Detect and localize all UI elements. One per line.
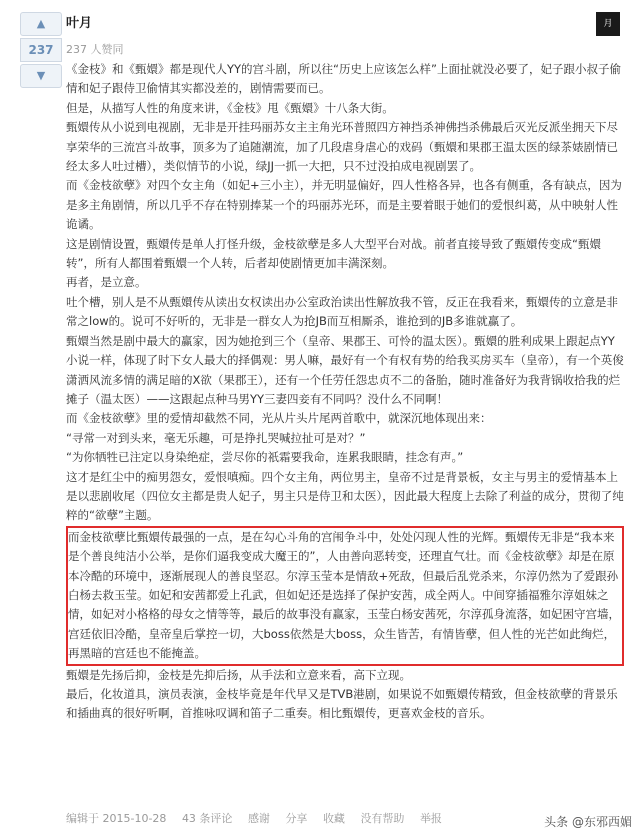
paragraph: 这才是红尘中的痴男怨女，爱恨嗔痴。四个女主角，两位男主，皇帝不过是背景板，女主与男主的爱情基本上是以悲剧收尾（四位女主都是贵人妃子，男主只是侍卫和太医），因此最大程度上去除了利益的成分，贯彻了纯粹的“欲孽”主题。 <box>66 469 624 523</box>
paragraph: 这是剧情设置，甄嬛传是单人打怪升级，金枝欲孽是多人大型平台对战。前者直接导致了甄嬛传变成“甄嬛转”，所有人都围着甄嬛一个人转，后者却使剧情更加丰满深刻。 <box>66 236 601 271</box>
share-link[interactable]: 分享 <box>285 812 308 825</box>
paragraph: 甄嬛传从小说到电视剧，无非是开挂玛丽苏女主主角光环普照四方神挡杀神佛挡杀佛最后灭光反派坐拥天下尽享荣华的三流宫斗故事，顶多为了追随潮流，加了几段虐身虐心的戏码（甄嬛和果郡王温太医的绿茶婊剧情已经太多人吐过槽），类似情节的小说，绿JJ一抓一大把，只不过没拍成电视剧罢了。 <box>66 120 618 174</box>
paragraph: 甄嬛当然是剧中最大的赢家，因为她抢到三个（皇帝、果郡王、可怜的温太医）。甄嬛的胜利成果上跟起点YY小说一样，体现了时下女人最大的择偶观：男人嘛，最好有一个有权有势的给我买房买车（皇帝），有一个英俊潇洒风流多情的满足暗的X欲（果郡王），还有一个任劳任怨忠贞不二的备胎，随时准备好为我背锅收拾我的烂摊子（温太医）——这跟起点种马男YY三妻四妾有不同吗？没什么不同啊！ <box>66 333 624 406</box>
paragraph: 《金枝》和《甄嬛》都是现代人YY的宫斗剧，所以往“历史上应该怎么样”上面扯就没必要了，妃子跟小叔子偷情和妃子跟侍卫偷情其实都没差的，剧情需要而已。 <box>66 62 621 96</box>
paragraph: 最后，化妆道具，演员表演，金枝毕竟是年代早又是TVB港剧，如果说不如甄嬛传精致，但金枝欲孽的背景乐和插曲真的很好听啊，首推咏叹调和笛子二重奏。相比甄嬛传，更喜欢金枝的音乐。 <box>66 687 618 721</box>
edit-date[interactable]: 编辑于 2015-10-28 <box>66 812 167 825</box>
paragraph: 而《金枝欲孽》里的爱情却截然不同，光从片头片尾两首歌中，就深沉地体现出来： <box>66 411 492 426</box>
paragraph: 再者，是立意。 <box>66 275 147 290</box>
paragraph: 而《金枝欲孽》对四个女主角（如妃+三小主），并无明显偏好，四人性格各异，也各有侧重，各有缺点，因为是多主角剧情，所以几乎不存在特别捧某一个的玛丽苏光环，而是主要着眼于她们的爱恨纠葛，从中映射人性诡谲。 <box>66 178 622 232</box>
watermark: 头条 @东邪西媚 <box>544 815 632 829</box>
upvote-button[interactable]: ▲ <box>20 12 62 36</box>
quote: “为你牺牲已注定以身染绝症，尝尽你的祇霜要我命，连累我眼睛，挂念有声。” <box>66 450 464 465</box>
vote-summary: 237 人赞同 <box>66 43 124 56</box>
vote-count: 237 <box>20 38 62 62</box>
answer-body <box>66 60 624 724</box>
avatar[interactable]: 月 <box>596 12 620 36</box>
comments-link[interactable]: 43 条评论 <box>181 812 233 825</box>
paragraph: 吐个槽，别人是不从甄嬛传从读出女权读出办公室政治读出性解放我不管，反正在我看来，甄嬛传的立意是非常之low的。说可不好听的，无非是一群女人为抢JB而互相厮杀，谁抢到的JB多谁就赢了。 <box>66 294 618 329</box>
vote-panel <box>20 12 60 88</box>
downvote-button[interactable]: ▼ <box>20 64 62 88</box>
unhelpful-link[interactable]: 没有帮助 <box>360 812 405 825</box>
paragraph: 甄嬛是先扬后抑，金枝是先抑后扬，从手法和立意来看，高下立现。 <box>66 667 411 682</box>
collect-link[interactable]: 收藏 <box>322 812 345 825</box>
highlighted-paragraph: 而金枝欲孽比甄嬛传最强的一点，是在勾心斗角的宫闱争斗中，处处闪现人性的光辉。甄嬛传无非是“我本来是个善良纯洁小公举，是你们逼我变成大魔王的”，人由善向恶转变，还理直气壮。而《金枝欲孽》却是在原本冷酷的环境中，逐渐展现人的善良坚忍。尔淳玉莹本是情敌+死敌，但最后乱党杀来，尔淳仍然为了爱跟孙白杨去救玉莹。如妃和安茜都爱上孔武，但如妃还是选择了保护安茜，成全两人。中间穿插福雅尔淳姐妹之情，如妃对小格格的母女之情等等，最后的故事没有赢家，玉莹白杨安茜死，尔淳孤身流落，如妃困守宫墙，宫廷依旧冷酷，皇帝皇后掌控一切，大boss依然是大boss，众生皆苦，有情皆孽，但人性的光芒如此绚烂，再黑暗的宫廷也不能掩盖。 <box>66 526 624 666</box>
thanks-link[interactable]: 感谢 <box>247 812 270 825</box>
answer-header <box>66 12 620 56</box>
report-link[interactable]: 举报 <box>419 812 442 825</box>
answer-footer <box>66 810 624 826</box>
author-name[interactable]: 叶月 <box>66 16 93 31</box>
quote: “寻常一对到头来，毫无乐趣，可是挣扎哭喊拉扯可是对？” <box>66 430 366 445</box>
paragraph: 但是，从描写人性的角度来讲，《金枝》甩《甄嬛》十八条大街。 <box>66 100 394 115</box>
